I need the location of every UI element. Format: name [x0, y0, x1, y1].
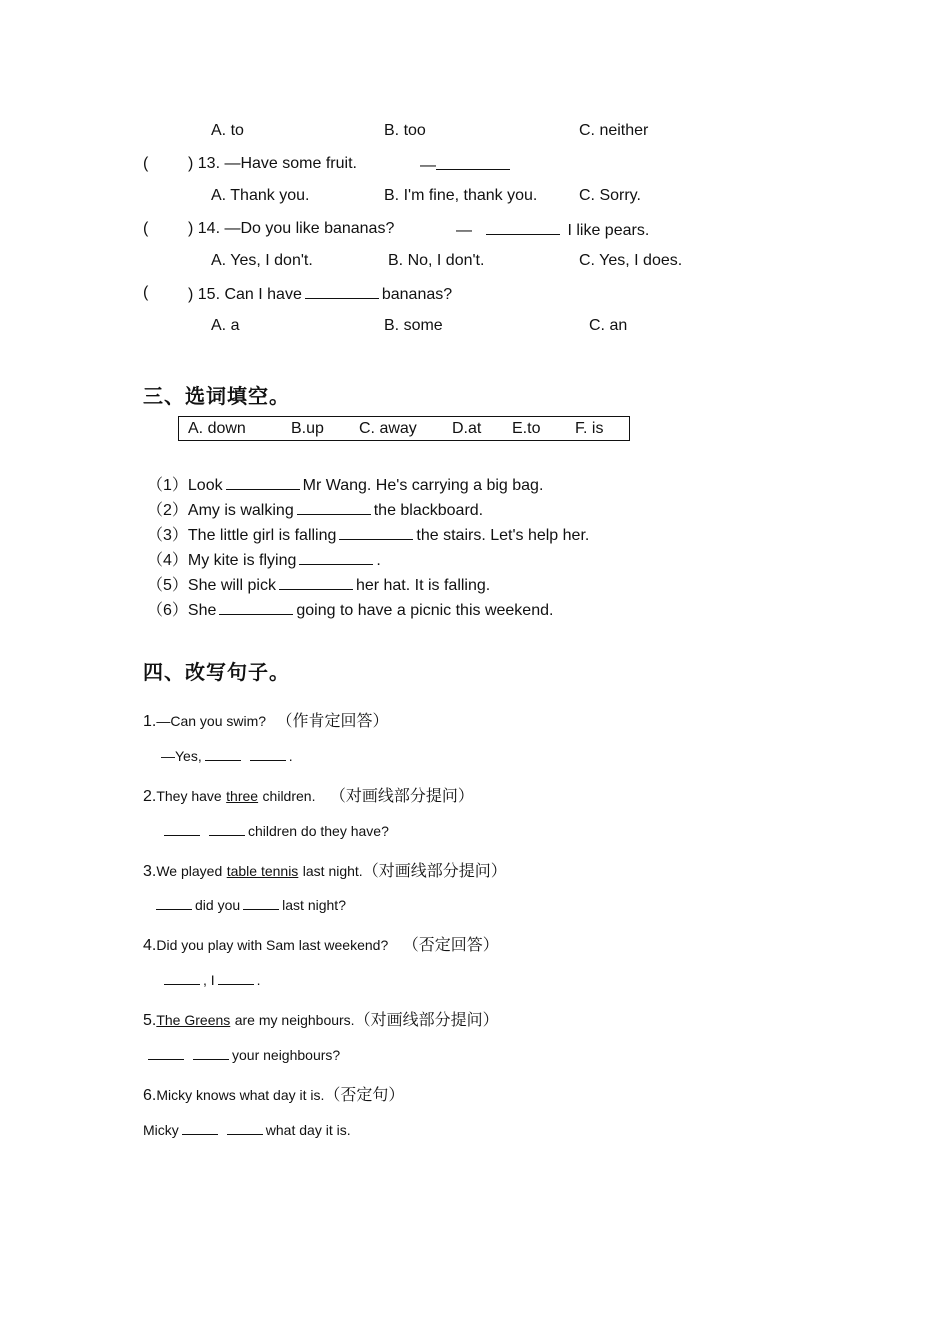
q14-answer-paren-open: (	[143, 220, 149, 237]
q12-option-b: B. too	[384, 122, 426, 139]
rewrite-q3-answer	[153, 895, 346, 913]
section3-title: 三、选词填空。	[143, 386, 290, 408]
q14-option-b: B. No, I don't.	[388, 252, 485, 269]
answer-blank	[164, 821, 200, 836]
q15-after: bananas?	[381, 286, 453, 303]
question-instruction: （否定句）	[324, 1087, 405, 1104]
answer-blank	[243, 895, 279, 910]
answer-mid: , I	[203, 972, 215, 988]
q14-stem	[188, 220, 394, 238]
q15-option-a: A. a	[211, 317, 240, 334]
question-text: —Can you swim?	[156, 713, 267, 729]
q14-question: 14. —Do you like bananas?	[197, 220, 395, 237]
q14-option-a: A. Yes, I don't.	[211, 252, 313, 269]
rewrite-q5-answer	[145, 1045, 340, 1063]
answer-after: last night?	[282, 897, 346, 913]
fill-item-5	[147, 572, 490, 595]
question-number: 6.	[143, 1087, 157, 1104]
rewrite-q2	[143, 783, 474, 806]
question-text: Did you play with Sam last weekend?	[156, 937, 389, 953]
rewrite-q4	[143, 932, 499, 955]
fill-blank	[226, 475, 300, 490]
fill-item-before: Amy is walking	[187, 502, 294, 519]
q12-option-a: A. to	[211, 122, 244, 139]
word-bank-item: F. is	[575, 420, 604, 437]
q15-stem	[188, 284, 452, 304]
q13-reply-dash: —	[420, 157, 436, 174]
q13-option-a: A. Thank you.	[211, 187, 310, 204]
fill-item-after: .	[376, 552, 381, 569]
fill-blank	[279, 575, 353, 590]
question-number: 3.	[143, 863, 157, 880]
answer-before: Micky	[143, 1122, 179, 1138]
section4-title: 四、改写句子。	[143, 662, 290, 684]
answer-blank	[227, 1120, 263, 1135]
answer-blank	[209, 821, 245, 836]
fill-item-num: （4）	[147, 552, 188, 569]
question-number: 1.	[143, 713, 157, 730]
word-bank-box	[178, 416, 630, 441]
question-instruction: （对画线部分提问）	[329, 788, 474, 805]
q15-before: 15. Can I have	[197, 286, 302, 303]
fill-item-num: （2）	[147, 502, 188, 519]
question-instruction: （否定回答）	[402, 937, 499, 954]
fill-item-before: She will pick	[187, 577, 276, 594]
q14-blank	[486, 220, 560, 235]
fill-item-after: the blackboard.	[373, 502, 484, 519]
q15-option-b: B. some	[384, 317, 443, 334]
answer-after: children do they have?	[248, 823, 389, 839]
underlined-part: The Greens	[156, 1012, 231, 1028]
word-bank-item: C. away	[359, 420, 417, 437]
q14-reply-dash: —	[456, 222, 472, 239]
answer-blank	[218, 970, 254, 985]
rewrite-q4-answer	[161, 970, 261, 988]
answer-blank	[148, 1045, 184, 1060]
question-text-post: are my neighbours.	[234, 1012, 355, 1028]
fill-item-6	[147, 597, 553, 620]
fill-blank	[299, 550, 373, 565]
fill-item-after: Mr Wang. He's carrying a big bag.	[302, 477, 544, 494]
question-instruction: （对画线部分提问）	[354, 1012, 499, 1029]
q13-option-b: B. I'm fine, thank you.	[384, 187, 538, 204]
q14-reply	[456, 220, 649, 240]
word-bank-item: D.at	[452, 420, 482, 437]
question-text-post: last night.	[302, 863, 363, 879]
answer-blank	[156, 895, 192, 910]
rewrite-q6	[143, 1082, 404, 1105]
question-text-post: children.	[262, 788, 316, 804]
fill-item-before: The little girl is falling	[187, 527, 337, 544]
underlined-part: three	[226, 788, 259, 804]
rewrite-q2-answer	[161, 821, 389, 839]
q13-question: 13. —Have some fruit.	[197, 155, 357, 172]
answer-end: .	[256, 972, 261, 988]
answer-blank	[182, 1120, 218, 1135]
q14-option-c: C. Yes, I does.	[579, 252, 683, 269]
q12-option-c: C. neither	[579, 122, 649, 139]
q13-reply	[420, 155, 513, 175]
answer-before: —Yes,	[161, 748, 202, 764]
fill-blank	[339, 525, 413, 540]
q15-paren-close: )	[188, 286, 194, 303]
fill-item-2	[147, 497, 483, 520]
rewrite-q3	[143, 858, 507, 881]
fill-blank	[297, 500, 371, 515]
question-text-pre: We played	[156, 863, 223, 879]
answer-blank	[250, 746, 286, 761]
rewrite-q5	[143, 1007, 499, 1030]
q13-blank	[436, 155, 510, 170]
q13-stem	[188, 155, 357, 173]
fill-item-1	[147, 472, 543, 495]
q13-answer-paren-open: (	[143, 155, 149, 172]
answer-blank	[193, 1045, 229, 1060]
question-number: 2.	[143, 788, 157, 805]
underlined-part: table tennis	[226, 863, 299, 879]
fill-item-3	[147, 522, 589, 545]
word-bank-item: B.up	[291, 420, 324, 437]
answer-after: your neighbours?	[232, 1047, 341, 1063]
answer-blank	[205, 746, 241, 761]
q15-option-c: C. an	[589, 317, 628, 334]
q14-after: I like pears.	[567, 222, 650, 239]
answer-mid: did you	[195, 897, 241, 913]
q14-paren-close: )	[188, 220, 194, 237]
rewrite-q1	[143, 708, 389, 731]
answer-blank	[164, 970, 200, 985]
fill-item-num: （1）	[147, 477, 188, 494]
fill-item-after: the stairs. Let's help her.	[416, 527, 590, 544]
rewrite-q1-answer	[161, 746, 293, 764]
answer-after: what day it is.	[265, 1122, 351, 1138]
question-text: Micky knows what day it is.	[156, 1087, 325, 1103]
word-bank-item: E.to	[512, 420, 541, 437]
fill-item-before: She	[187, 602, 217, 619]
word-bank-item: A. down	[188, 420, 246, 437]
question-instruction: （对画线部分提问）	[362, 863, 507, 880]
q13-option-c: C. Sorry.	[579, 187, 641, 204]
fill-blank	[219, 600, 293, 615]
fill-item-before: Look	[187, 477, 223, 494]
fill-item-after: going to have a picnic this weekend.	[296, 602, 554, 619]
rewrite-q6-answer	[143, 1120, 351, 1138]
fill-item-num: （3）	[147, 527, 188, 544]
question-instruction: （作肯定回答）	[276, 713, 389, 730]
fill-item-num: （5）	[147, 577, 188, 594]
fill-item-after: her hat. It is falling.	[355, 577, 491, 594]
q15-blank	[305, 284, 379, 299]
fill-item-num: （6）	[147, 602, 188, 619]
fill-item-before: My kite is flying	[187, 552, 297, 569]
question-number: 5.	[143, 1012, 157, 1029]
question-number: 4.	[143, 937, 157, 954]
question-text-pre: They have	[156, 788, 222, 804]
fill-item-4	[147, 547, 381, 570]
answer-end: .	[288, 748, 293, 764]
q13-paren-close: )	[188, 155, 194, 172]
q15-answer-paren-open: (	[143, 284, 149, 301]
